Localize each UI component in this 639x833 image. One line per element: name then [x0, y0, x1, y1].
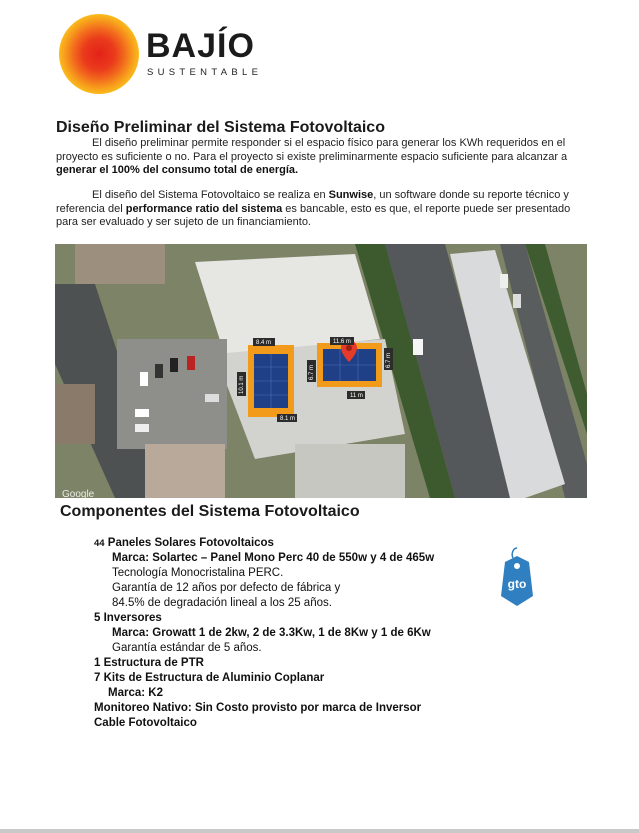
components-list: [94, 536, 514, 731]
list-item: 5 Inversores: [94, 612, 162, 624]
list-item: Tecnología Monocristalina PERC.: [112, 567, 284, 579]
list-item: Cable Fotovoltaico: [94, 717, 197, 729]
map-watermark: Google: [62, 489, 95, 500]
list-item: 84.5% de degradación lineal a los 25 años.: [112, 597, 332, 609]
paragraph-sunwise: El diseño del Sistema Fotovoltaico se realiza en Sunwise, un software donde su reporte técnico y referencia del performance ratio del sistema es bancable, esto es que, el reporte puede ser presentado para ser evaluado y ser sujeto de un financiamiento.: [56, 189, 571, 228]
label-w2: 11.6 m: [333, 339, 351, 345]
satellite-map: [55, 244, 587, 498]
list-item: Garantía estándar de 5 años.: [112, 642, 262, 654]
gto-tag-icon: [497, 546, 537, 608]
tag-text: gto: [507, 577, 527, 591]
section-title-design: Diseño Preliminar del Sistema Fotovoltaico: [56, 119, 385, 136]
list-item: 1 Estructura de PTR: [94, 657, 204, 669]
label-b1: 8.1 m: [280, 416, 296, 422]
list-item: 44 Paneles Solares Fotovoltaicos: [94, 537, 274, 549]
label-l2: 6.7 m: [309, 364, 315, 380]
list-item: Monitoreo Nativo: Sin Costo provisto por marca de Inversor: [94, 702, 422, 714]
label-h1: 10.1 m: [239, 375, 245, 394]
logo-sun-icon: [59, 14, 139, 94]
list-item: Garantía de 12 años por defecto de fábrica y: [112, 582, 341, 594]
list-item: Marca: Growatt 1 de 2kw, 2 de 3.3Kw, 1 de 8Kw y 1 de 6Kw: [112, 627, 431, 639]
section-title-components: Componentes del Sistema Fotovoltaico: [60, 503, 360, 520]
logo-name: BAJÍO: [146, 27, 255, 65]
logo-tagline: SUSTENTABLE: [147, 67, 263, 78]
label-b2: 11 m: [350, 393, 363, 399]
label-w1: 8.4 m: [256, 340, 272, 346]
list-item: 7 Kits de Estructura de Aluminio Coplanar: [94, 672, 325, 684]
list-item: Marca: K2: [108, 687, 163, 699]
footer-divider: [0, 829, 639, 833]
paragraph-preliminary: El diseño preliminar permite responder si el espacio físico para generar los KWh requeridos en el proyecto es suficiente o no. Para el proyecto si existe preliminarmente espacio suficiente para alcanzar a generar el 100% del consumo total de energía.: [56, 137, 568, 176]
list-item: Marca: Solartec – Panel Mono Perc 40 de 550w y 4 de 465w: [112, 552, 435, 564]
label-h2: 6.7 m: [386, 352, 392, 368]
